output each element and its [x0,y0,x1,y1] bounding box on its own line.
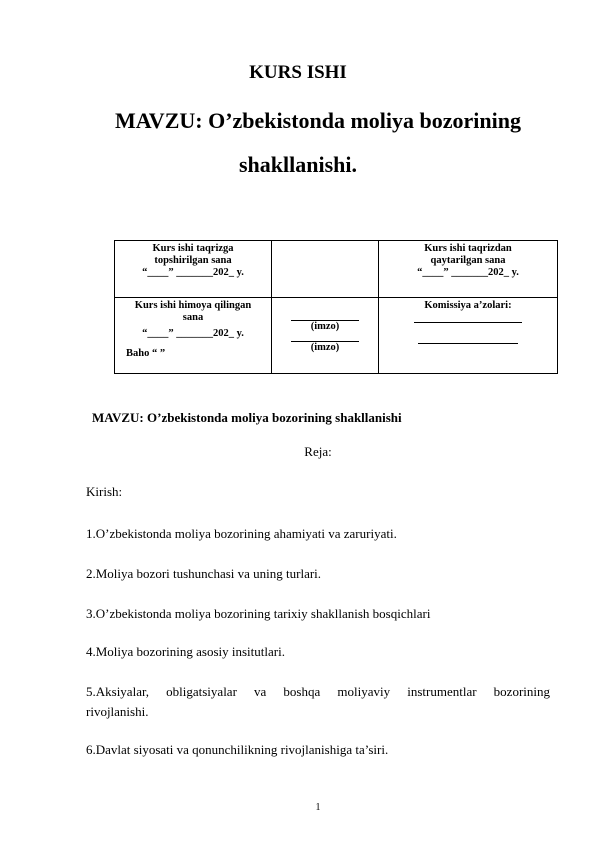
submit-label-1: Kurs ishi taqrizga [152,243,234,254]
submit-label-2: topshirilgan sana [154,255,232,266]
plan-item-4: 4.Moliya bozorining asosiy insitutlari. [86,644,285,659]
intro-item: Kirish: [86,484,123,499]
commission-line-2 [418,343,518,344]
defense-label-2: sana [182,312,204,323]
return-date-cell [379,241,558,298]
plan-heading: Reja: [304,444,332,459]
approval-form-table [114,240,558,374]
defense-label-1: Kurs ishi himoya qilingan [134,300,252,311]
return-label-1: Kurs ishi taqrizdan [424,243,512,254]
plan-item-3: 3.O’zbekistonda moliya bozorining tarixiy shakllanish bosqichlari [86,606,431,621]
commission-label: Komissiya a’zolari: [424,300,512,311]
topic-line-2: shakllanishi. [238,152,357,177]
plan-item-5-line-2: rivojlanishi. [86,704,149,719]
submit-date-cell [115,241,272,298]
empty-cell [272,241,379,298]
defense-date-cell [115,298,272,374]
plan-item-6: 6.Davlat siyosati va qonunchilikning rivojlanishiga ta’siri. [86,742,389,757]
plan-item-1: 1.O’zbekistonda moliya bozorining ahamiyati va zaruriyati. [86,526,397,541]
page-number: 1 [315,802,321,813]
grade-field: Baho “ ” [126,348,166,359]
signature-caption-1: (imzo) [310,321,340,332]
subtitle: MAVZU: O’zbekistonda moliya bozorining shakllanishi [92,410,402,425]
signature-cell [272,298,379,374]
commission-line-1 [414,322,522,323]
return-date: “____” _______202_ y. [417,267,519,278]
topic-line-1: MAVZU: O’zbekistonda moliya bozorining [114,108,521,133]
commission-cell [379,298,558,374]
signature-caption-2: (imzo) [310,342,340,353]
submit-date: “____” _______202_ y. [142,267,244,278]
plan-item-5-line-1: 5.Aksiyalar, obligatsiyalar va boshqa moliyaviy instrumentlar bozorining [86,684,550,699]
return-label-2: qaytarilgan sana [430,255,506,266]
plan-item-2: 2.Moliya bozori tushunchasi va uning turlari. [86,566,322,581]
defense-date: “____” _______202_ y. [142,328,244,339]
document-title: KURS ISHI [249,62,347,83]
